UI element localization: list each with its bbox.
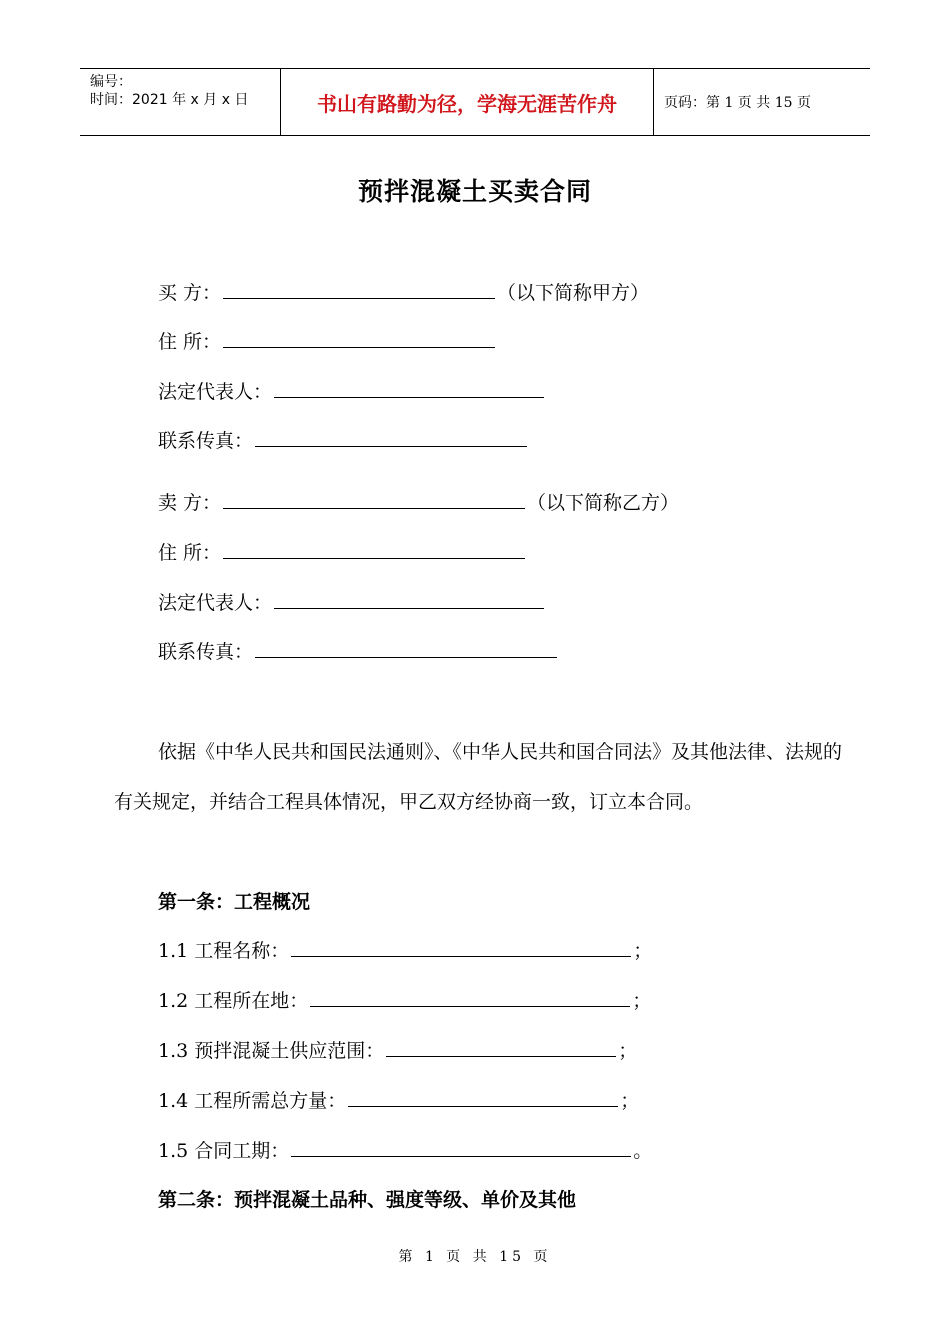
seller-address-blank[interactable] [223,540,525,559]
intro-paragraph: 依据《中华人民共和国民法通则》、《中华人民共和国合同法》及其他法律、法规的有关规定，并结合工程具体情况，甲乙双方经协商一致，订立本合同。 [114,741,843,813]
seller-fax-line [158,639,559,665]
seller-rep-blank[interactable] [274,590,544,609]
seller-address-line [158,540,527,566]
buyer-address-line [158,329,497,355]
article1-item-1 [158,938,652,964]
buyer-address-blank[interactable] [223,329,495,348]
seller-party-line [158,490,679,516]
seller-fax-label: 联系传真： [158,641,254,663]
buyer-party-suffix: （以下简称甲方） [497,282,650,304]
motto-text: 书山有路勤为径，学海无涯苦作舟 [317,91,617,116]
buyer-party-blank[interactable] [223,280,495,299]
seller-party-suffix: （以下简称乙方） [527,492,680,514]
page-footer: 第 1 页 共 15 页 [398,1249,552,1265]
article1-item-3 [158,1038,637,1064]
item-blank[interactable] [310,988,630,1007]
item-blank[interactable] [291,1138,631,1157]
item-label: 1.2 工程所在地： [158,990,309,1012]
header-meta-cell [80,69,281,135]
item-end: ； [633,940,653,962]
seller-party-label: 卖 方： [158,492,222,514]
seller-rep-label: 法定代表人： [158,592,273,614]
item-blank[interactable] [291,938,631,957]
article1-item-5 [158,1138,652,1164]
buyer-party-label: 买 方： [158,282,222,304]
buyer-rep-blank[interactable] [274,379,544,398]
article2-heading: 第二条：预拌混凝土品种、强度等级、单价及其他 [158,1189,577,1211]
buyer-fax-line [158,428,529,454]
document-title: 预拌混凝土买卖合同 [357,177,592,206]
article1-item-2 [158,988,651,1014]
buyer-rep-label: 法定代表人： [158,381,273,403]
buyer-fax-label: 联系传真： [158,430,254,452]
seller-fax-blank[interactable] [255,639,557,658]
item-label: 1.5 合同工期： [158,1140,290,1162]
seller-party-blank[interactable] [223,490,525,509]
item-end: ； [620,1090,640,1112]
buyer-party-line [158,280,649,306]
item-label: 1.4 工程所需总方量： [158,1090,347,1112]
page-info-text: 页码：第 1 页 共 15 页 [664,95,811,111]
item-label: 1.1 工程名称： [158,940,290,962]
buyer-fax-blank[interactable] [255,428,527,447]
item-end: 。 [633,1140,653,1162]
item-end: ； [618,1040,638,1062]
page-info-cell [654,69,870,135]
item-end: ； [632,990,652,1012]
time-label: 时间：2021 年 x 月 x 日 [90,92,249,108]
number-label: 编号： [90,74,132,90]
item-label: 1.3 预拌混凝土供应范围： [158,1040,385,1062]
item-blank[interactable] [386,1038,616,1057]
buyer-address-label: 住 所： [158,331,222,353]
buyer-rep-line [158,379,546,405]
seller-rep-line [158,590,546,616]
article1-heading: 第一条：工程概况 [158,891,311,913]
article1-item-4 [158,1088,639,1114]
item-blank[interactable] [348,1088,618,1107]
seller-address-label: 住 所： [158,542,222,564]
motto-cell [281,69,654,135]
header-table [80,68,870,136]
